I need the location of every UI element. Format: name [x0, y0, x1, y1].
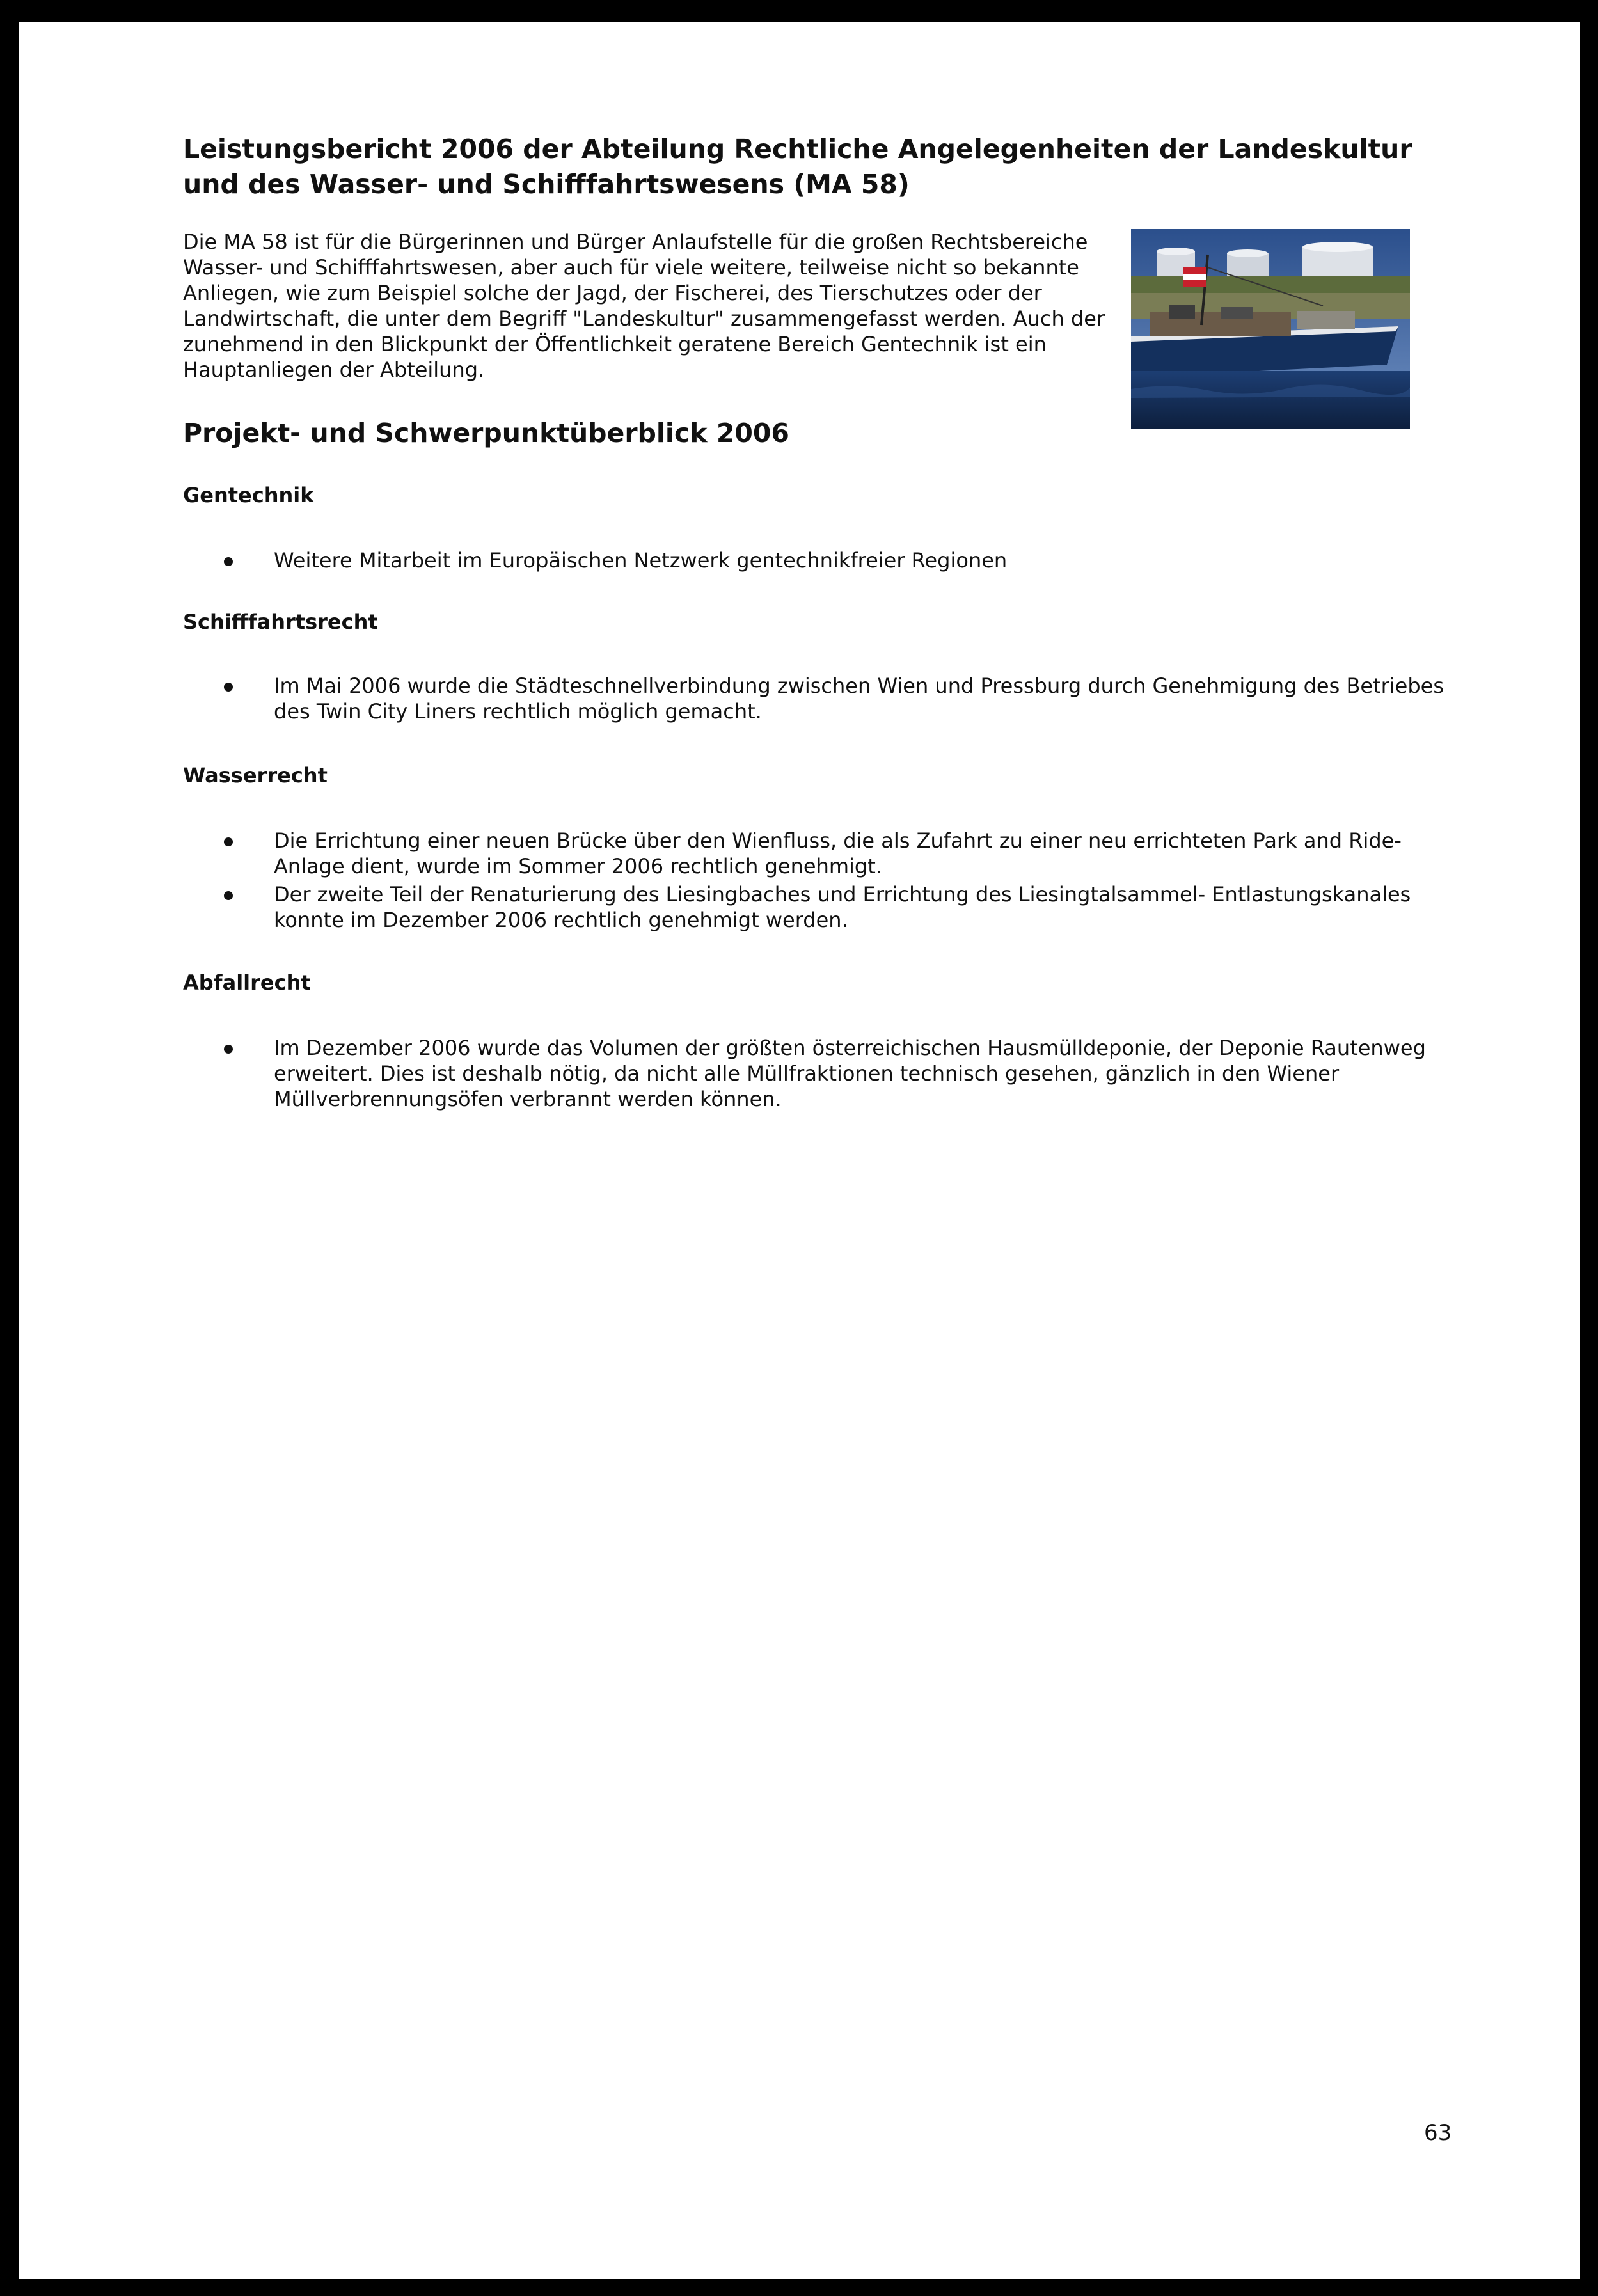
intro-paragraph: Die MA 58 ist für die Bürgerinnen und Bürger Anlaufstelle für die großen Rechtsbereiche Wasser- und Schifffahrtswesen, aber auch für viele weitere, teilweise nicht so bekannte Anliegen, wie zum Beispiel solche der Jagd, der Fischerei, des Tierschutzes oder der Landwirtschaft, die unter dem Begriff "Landeskultur" zusammengefasst werden. Auch der zunehmend in den Blickpunkt der Öffentlichkeit geratene Bereich Gentechnik ist ein Hauptanliegen der Abteilung. — [183, 230, 1105, 382]
page-content — [183, 132, 1462, 1111]
intro-block — [183, 229, 1462, 440]
bullet-icon — [224, 557, 233, 566]
list-item-text: Weitere Mitarbeit im Europäischen Netzwerk gentechnikfreier Regionen — [274, 548, 1008, 573]
document-title: Leistungsbericht 2006 der Abteilung Rechtliche Angelegenheiten der Landeskultur und des Wasser- und Schifffahrtswesens (MA 58) — [183, 134, 1412, 200]
bullet-list — [183, 673, 1462, 724]
bullet-icon — [224, 837, 233, 846]
list-item — [183, 548, 1462, 573]
section-abfallrecht — [183, 970, 1462, 1114]
list-item — [183, 882, 1462, 933]
bullet-icon — [224, 683, 233, 692]
section-schifffahrtsrecht — [183, 609, 1462, 727]
section-gentechnik — [183, 482, 1462, 576]
ship-photo-illustration — [1131, 229, 1410, 429]
section-wasserrecht — [183, 763, 1462, 935]
list-item-text: Die Errichtung einer neuen Brücke über den Wienfluss, die als Zufahrt zu einer neu errichteten Park and Ride-Anlage dient, wurde im Sommer 2006 rechtlich genehmigt. — [274, 828, 1402, 878]
list-item-text: Im Dezember 2006 wurde das Volumen der größten österreichischen Hausmülldeponie, der Deponie Rautenweg erweitert. Dies ist deshalb nötig, da nicht alle Müllfraktionen technisch gesehen, gänzlich in den Wiener Müllverbrennungsöfen verbrannt werden können. — [274, 1036, 1426, 1111]
section-title: Projekt- und Schwerpunktüberblick 2006 — [183, 418, 789, 448]
list-item — [183, 828, 1462, 879]
document-page — [19, 22, 1580, 2279]
ship-photo — [1131, 229, 1410, 429]
bullet-icon — [224, 891, 233, 900]
section-heading: Abfallrecht — [183, 970, 311, 995]
section-heading: Wasserrecht — [183, 763, 328, 788]
bullet-list — [183, 548, 1462, 573]
page-number: 63 — [1424, 2120, 1452, 2146]
section-heading: Schifffahrtsrecht — [183, 610, 378, 634]
list-item — [183, 1035, 1462, 1112]
bullet-list — [183, 828, 1462, 933]
list-item — [183, 673, 1462, 724]
section-heading: Gentechnik — [183, 483, 314, 507]
bullet-icon — [224, 1045, 233, 1054]
bullet-list — [183, 1035, 1462, 1112]
list-item-text: Im Mai 2006 wurde die Städteschnellverbindung zwischen Wien und Pressburg durch Genehmigung des Betriebes des Twin City Liners rechtlich möglich gemacht. — [274, 674, 1444, 724]
list-item-text: Der zweite Teil der Renaturierung des Liesingbaches und Errichtung des Liesingtalsammel- Entlastungskanales konnte im Dezember 2006 rechtlich genehmigt werden. — [274, 882, 1411, 932]
